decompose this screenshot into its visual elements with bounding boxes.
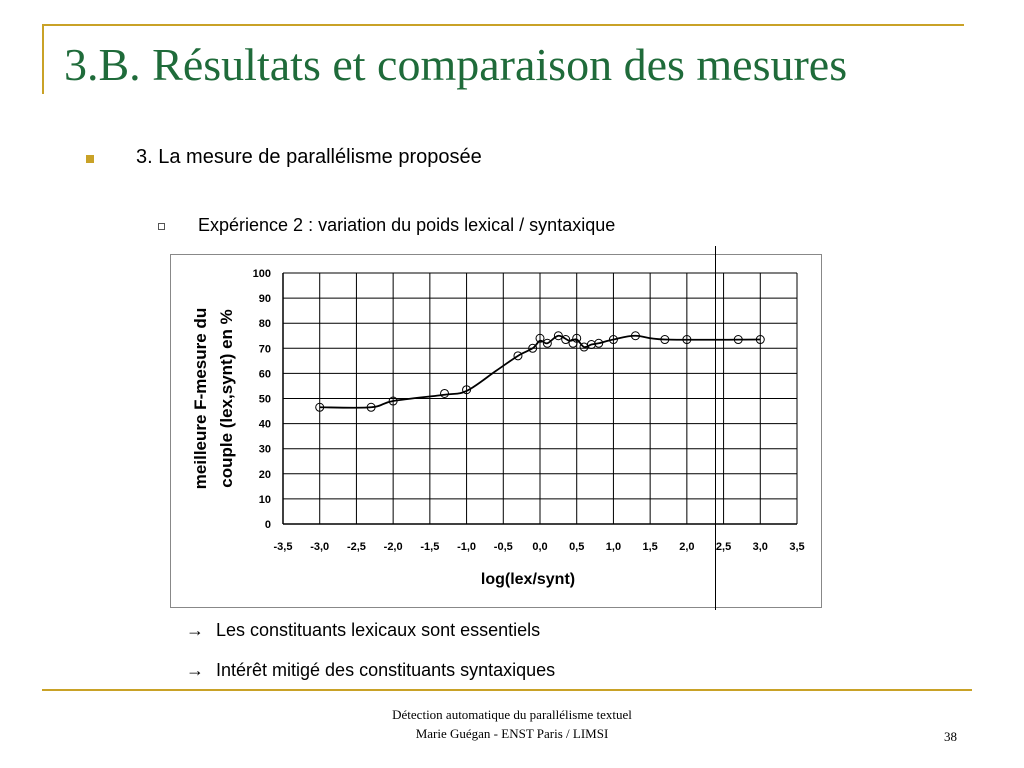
x-tick-label: 1,0 bbox=[605, 541, 622, 553]
y-tick-label: 30 bbox=[258, 443, 271, 456]
x-tick-label: -0,5 bbox=[493, 541, 513, 553]
x-tick-label: 2,5 bbox=[715, 541, 732, 553]
y-tick-label: 70 bbox=[258, 343, 271, 356]
x-tick-label: -3,5 bbox=[273, 541, 293, 553]
x-tick-label: 1,5 bbox=[642, 541, 658, 553]
fmeasure-chart bbox=[170, 254, 822, 608]
hollow-square-bullet-icon bbox=[158, 223, 165, 230]
conclusion-2 bbox=[186, 660, 555, 681]
y-axis-title-line: meilleure F-mesure du bbox=[191, 307, 210, 490]
x-tick-label: -1,5 bbox=[420, 541, 440, 553]
footer-divider bbox=[42, 689, 972, 691]
x-tick-label: -2,0 bbox=[383, 541, 403, 553]
x-tick-label: 0,5 bbox=[569, 541, 585, 553]
x-axis-title: log(lex/synt) bbox=[480, 571, 576, 588]
x-tick-label: 0,0 bbox=[532, 541, 548, 553]
x-tick-label: -1,0 bbox=[457, 541, 477, 553]
vertical-marker-line bbox=[715, 246, 716, 610]
conclusion-1-text: Les constituants lexicaux sont essentiels bbox=[216, 620, 541, 640]
slide-title: 3.B. Résultats et comparaison des mesures bbox=[64, 39, 848, 90]
arrow-right-icon: → bbox=[186, 660, 204, 680]
footer-title: Détection automatique du parallélisme textuel bbox=[392, 707, 632, 722]
y-tick-label: 0 bbox=[264, 519, 271, 531]
y-tick-label: 80 bbox=[258, 318, 271, 331]
x-tick-label: 3,5 bbox=[789, 541, 805, 553]
conclusion-1 bbox=[186, 620, 540, 641]
arrow-right-icon: → bbox=[186, 620, 204, 640]
y-tick-label: 50 bbox=[258, 393, 271, 406]
x-tick-label: -3,0 bbox=[310, 541, 330, 553]
x-tick-label: 2,0 bbox=[679, 541, 695, 553]
y-tick-label: 40 bbox=[258, 418, 271, 431]
y-axis-title-line: couple (lex,synt) en % bbox=[217, 309, 236, 488]
bullet-level2-text: Expérience 2 : variation du poids lexical / syntaxique bbox=[198, 215, 616, 235]
y-tick-label: 90 bbox=[258, 293, 271, 306]
y-tick-label: 60 bbox=[258, 368, 271, 381]
bullet-level1-text: 3. La mesure de parallélisme proposée bbox=[136, 146, 482, 168]
page-number: 38 bbox=[944, 729, 957, 744]
data-point bbox=[441, 389, 449, 397]
conclusion-2-text: Intérêt mitigé des constituants syntaxiques bbox=[216, 660, 556, 680]
x-tick-label: 3,0 bbox=[752, 541, 768, 553]
x-tick-label: -2,5 bbox=[346, 541, 366, 553]
title-frame-top bbox=[42, 24, 964, 26]
chart-grid bbox=[283, 273, 797, 524]
y-tick-label: 10 bbox=[258, 493, 271, 506]
y-tick-label: 100 bbox=[252, 268, 271, 280]
title-frame-left bbox=[42, 24, 44, 94]
footer-author: Marie Guégan - ENST Paris / LIMSI bbox=[415, 726, 609, 741]
square-bullet-icon bbox=[86, 155, 94, 163]
y-tick-label: 20 bbox=[258, 468, 271, 481]
